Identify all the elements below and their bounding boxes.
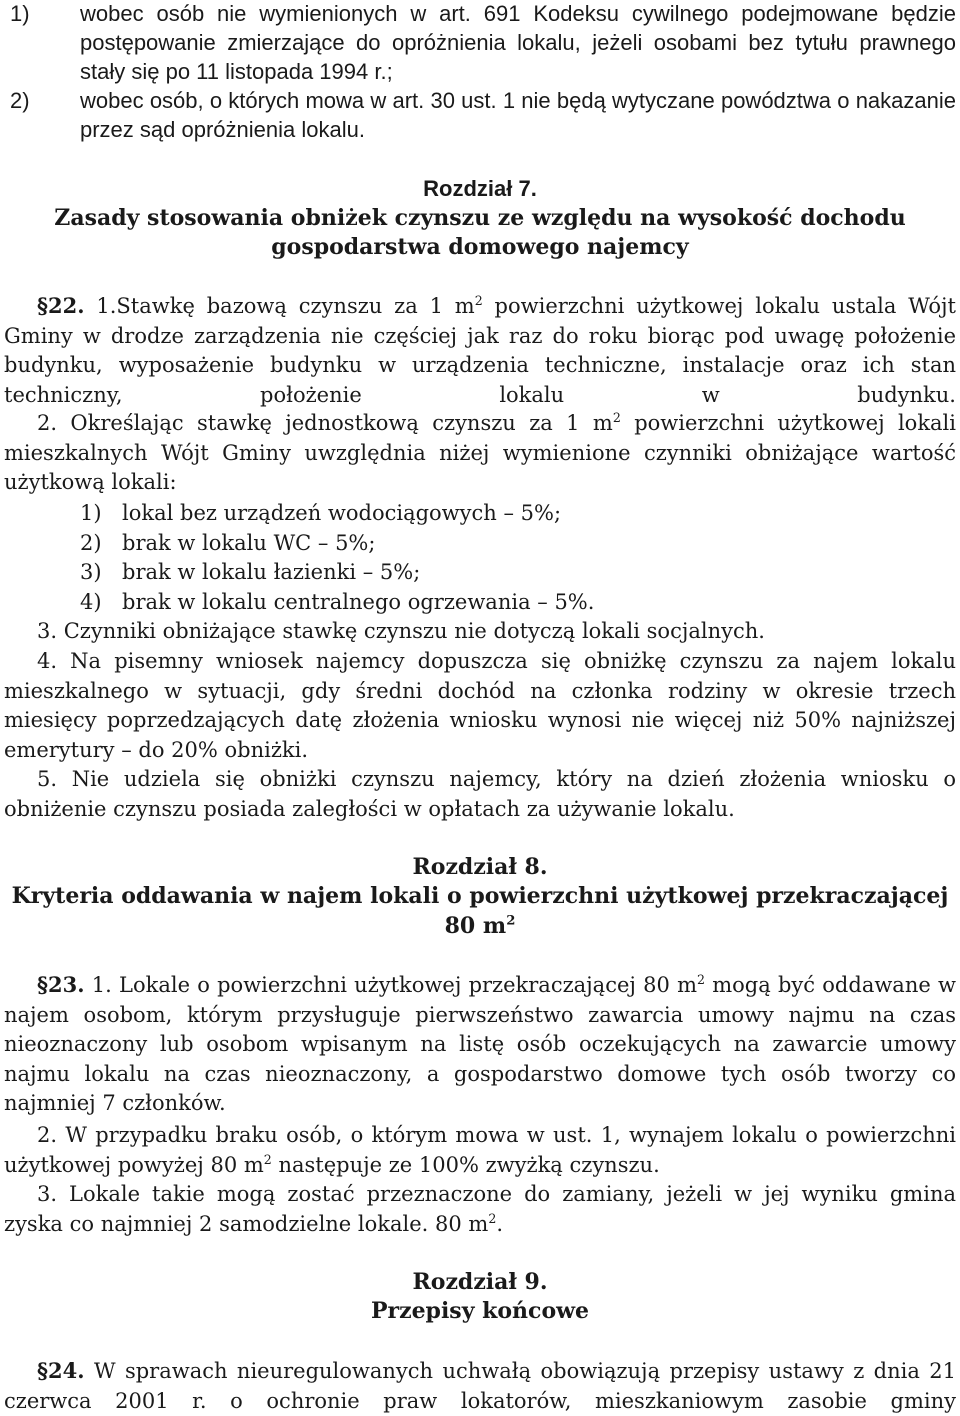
list-number: 3): [80, 560, 102, 584]
par-text: 5. Nie udziela się obniżki czynszu najemcy, który na dzień złożenia wniosku o obniżenie czynszu posiada zaległości w opłatach za używanie lokalu.: [4, 767, 956, 821]
par-text-a: 3. Lokale takie mogą zostać przeznaczone do zamiany, jeżeli w jej wyniku gmina zyska co najmniej 2 samodzielne lokale. 80 m: [4, 1182, 956, 1236]
chapter-7-title-line2: gospodarstwa domowego najemcy: [271, 234, 689, 260]
section-24-par: [4, 1356, 956, 1416]
list-item: [80, 558, 420, 587]
list-item: [10, 0, 956, 86]
section-number: 22.: [47, 293, 85, 318]
par-text-a: Stawkę bazową czynszu za 1 m: [116, 294, 475, 318]
section-sign: §: [37, 972, 48, 997]
par-text-b: następuje ze 100% zwyżką czynszu.: [271, 1152, 660, 1177]
list-number: 2): [80, 531, 102, 555]
superscript: 2: [697, 972, 706, 987]
par-text-b: .: [496, 1211, 504, 1236]
section-22-par-2: [4, 409, 956, 498]
par-text-b: powierzchni użytkowej lokalu ustala Wójt Gminy w drodze zarządzenia nie częściej jak raz do roku biorąc pod uwagę położenie budynku, wyposażenie budynku w urządzenia techniczne, instalacje oraz ich stan techniczny, położenie lokalu w budynku.: [4, 294, 956, 407]
list-text: wobec osób nie wymienionych w art. 691 Kodeksu cywilnego podejmowane będzie postępowanie zmierzające do opróżnienia lokalu, jeżeli osobami bez tytułu prawnego stały się po 11 listopada 1994 r.;: [80, 1, 956, 84]
chapter-8-title-text: 80 m: [444, 913, 507, 939]
par-text-a: 1. Lokale o powierzchni użytkowej przekraczającej 80 m: [91, 973, 697, 997]
list-number: 2): [10, 88, 30, 113]
section-number: 24.: [47, 1358, 85, 1383]
par-number: 1.: [96, 294, 117, 318]
section-sign: §: [37, 1358, 48, 1383]
list-text: wobec osób, o których mowa w art. 30 ust. 1 nie będą wytyczane powództwa o nakazanie przez sąd opróżnienia lokalu.: [80, 88, 956, 142]
chapter-8-label: Rozdział 8.: [412, 854, 548, 880]
list-number: 1): [10, 1, 30, 26]
list-number: 4): [80, 590, 102, 614]
list-text: brak w lokalu centralnego ogrzewania – 5%.: [122, 590, 595, 614]
section-23-par-3: [4, 1180, 956, 1239]
section-sign: §: [37, 293, 48, 318]
section-22-par-4: [4, 647, 956, 765]
par-text-b: powierzchni użytkowej lokali mieszkalnych Wójt Gminy uwzględnia niżej wymienione czynniki obniżające wartość użytkową lokali:: [4, 411, 956, 494]
list-text: brak w lokalu WC – 5%;: [122, 531, 376, 555]
chapter-7-title-line1: Zasady stosowania obniżek czynszu ze względu na wysokość dochodu: [54, 205, 906, 231]
section-22-par-1: [4, 291, 956, 410]
chapter-8-title-line2: [0, 912, 960, 941]
superscript: 2: [612, 410, 621, 425]
section-22-par-5: [4, 765, 956, 824]
list-text: brak w lokalu łazienki – 5%;: [122, 560, 421, 584]
superscript: 2: [263, 1151, 272, 1167]
superscript: 2: [488, 1210, 497, 1226]
superscript: 2: [474, 293, 483, 308]
chapter-7-label: Rozdział 7.: [423, 176, 537, 201]
section-23-par-1: [4, 970, 956, 1119]
par-text: 3. Czynniki obniżające stawkę czynszu nie dotyczą lokali socjalnych.: [37, 619, 765, 643]
list-number: 1): [80, 501, 102, 525]
par-number: 2.: [37, 411, 58, 435]
list-item: [80, 529, 375, 558]
par-text: 4. Na pisemny wniosek najemcy dopuszcza się obniżkę czynszu za najem lokalu mieszkalnego w sytuacji, gdy średni dochód na członka rodziny w okresie trzech miesięcy poprzedzających datę złożenia wniosku wynosi nie więcej niż 50% najniższej emerytury – do 20% obniżki.: [4, 649, 956, 762]
par-text-a: Określając stawkę jednostkową czynszu za 1 m: [70, 411, 613, 435]
list-text: lokal bez urządzeń wodociągowych – 5%;: [122, 501, 562, 525]
chapter-9-title: Przepisy końcowe: [370, 1298, 590, 1324]
section-22-par-3: [4, 617, 956, 647]
section-number: 23.: [47, 972, 85, 997]
par-text-b: mogą być oddawane w najem osobom, którym przysługuje pierwszeństwo zawarcia umowy najmu na czas nieoznaczony lub osobom wpisanym na listę osób oczekujących na zawarcie umowy najmu lokalu na czas nieoznaczony, a gospodarstwo domowe tych osób tworzy co najmniej 7 członków.: [4, 973, 956, 1115]
superscript: 2: [506, 913, 516, 929]
par-text-a: 2. W przypadku braku osób, o którym mowa w ust. 1, wynajem lokalu o powierzchni użytkowej powyżej 80 m: [4, 1123, 956, 1177]
chapter-8-title-line1: Kryteria oddawania w najem lokali o powierzchni użytkowej przekraczającej: [11, 883, 949, 909]
chapter-9-label: Rozdział 9.: [412, 1269, 548, 1295]
section-23-par-2: [4, 1121, 956, 1180]
par-text: W sprawach nieuregulowanych uchwałą obowiązują przepisy ustawy z dnia 21 czerwca 2001 r. o ochronie praw lokatorów, mieszkaniowym zasobie gminy: [4, 1359, 956, 1413]
list-item: [10, 86, 956, 144]
list-item: [80, 588, 594, 617]
list-item: [80, 499, 561, 528]
